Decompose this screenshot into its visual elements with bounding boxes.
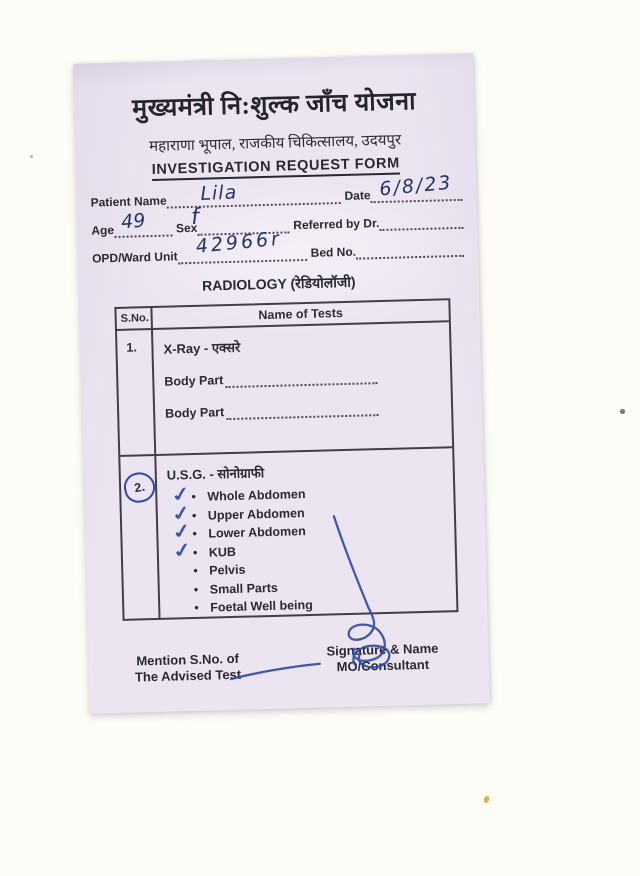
handwritten-patient-name: Lila [199,181,238,206]
tests-table [114,298,458,621]
handwritten-sex: f [190,204,200,231]
table-header-sno: S.No. [116,308,153,331]
bullet-icon: • [193,562,199,579]
patient-name-label: Patient Name [90,193,167,210]
opd-ward-label: OPD/Ward Unit [91,249,178,266]
usg-option-label: KUB [208,544,237,560]
patient-details-section [90,180,464,274]
usg-test-name: U.S.G. - सोनोग्राफी [166,465,265,483]
handwritten-date: 6/8/23 [378,171,454,201]
bed-no-field-line [356,242,464,260]
opd-ward-field-line [177,246,306,264]
dust-speck [620,409,625,414]
date-field-line [370,186,462,203]
bed-no-label: Bed No. [310,244,357,260]
usg-option-label: Foetal Well being [210,597,313,615]
patient-name-field-line [166,189,340,209]
usg-option-label: Pelvis [209,562,246,578]
row-xray-sno: 1. [117,330,156,457]
footer-right-line1: Signature & Name [326,640,439,659]
date-label: Date [344,188,371,203]
age-sex-referred-row [91,208,463,239]
usg-options-list [171,481,456,618]
bullet-icon: • [194,599,200,616]
dust-speck [483,795,490,803]
scheme-title-hindi: मुख्यमंत्री नि:शुल्क जाँच योजना [131,88,417,123]
table-header-name-of-tests: Name of Tests [152,300,448,330]
bullet-icon: • [192,525,198,542]
hospital-name-hindi: महाराणा भूपाल, राजकीय चिकित्सालय, उदयपुर [148,132,402,156]
footer-left-line1: Mention S.No. of [136,650,240,669]
row-usg-content [156,448,456,618]
xray-test-name: X-Ray - एक्सरे [163,339,241,357]
body-part-line-1 [164,366,450,389]
body-part-field-line [226,403,378,420]
form-name-heading [76,153,476,179]
footer-advised-test-note [102,650,273,686]
pen-checkmark-icon: ✓ [169,500,193,525]
sex-label: Sex [175,220,198,236]
age-label: Age [91,222,115,238]
row-xray-content [153,322,452,456]
pen-checkmark-icon: ✓ [170,519,194,544]
footer-right-line2: MO/Consultant [336,656,430,675]
body-part-label: Body Part [164,373,224,389]
usg-sno-text: 2. [133,479,146,496]
handwritten-opd-ward-unit: 42966r [194,227,283,258]
usg-option-label: Lower Abdomen [208,524,306,541]
age-field-line [114,221,172,238]
footer-left-line2: The Advised Test [134,666,242,685]
pen-circle-around-sno [122,470,158,505]
body-part-field-line [225,371,377,388]
bullet-icon: • [191,507,197,523]
sex-field-line [197,218,289,235]
body-part-line-2 [165,398,451,421]
investigation-request-form [73,54,490,714]
radiology-section-title: RADIOLOGY (रेडियोलॉजी) [201,273,356,294]
usg-option-label: Upper Abdomen [207,505,305,523]
bullet-icon: • [192,544,198,560]
handwritten-age: 49 [120,209,147,234]
pen-checkmark-icon: ✓ [170,537,194,562]
referred-by-field-line [379,214,463,231]
referred-by-label: Referred by Dr. [293,216,380,233]
row-usg-sno [120,456,160,619]
usg-option-label: Whole Abdomen [207,487,306,504]
form-name-text: INVESTIGATION REQUEST FORM [152,155,401,180]
dust-speck [30,155,33,158]
footer-signature-block [294,640,471,677]
pen-checkmark-icon: ✓ [169,482,193,507]
bullet-icon: • [193,581,199,597]
usg-option-label: Small Parts [209,580,279,597]
opd-bed-row [92,236,464,267]
body-part-label: Body Part [165,405,225,421]
bullet-icon: • [191,488,197,505]
patient-date-row [90,180,462,211]
